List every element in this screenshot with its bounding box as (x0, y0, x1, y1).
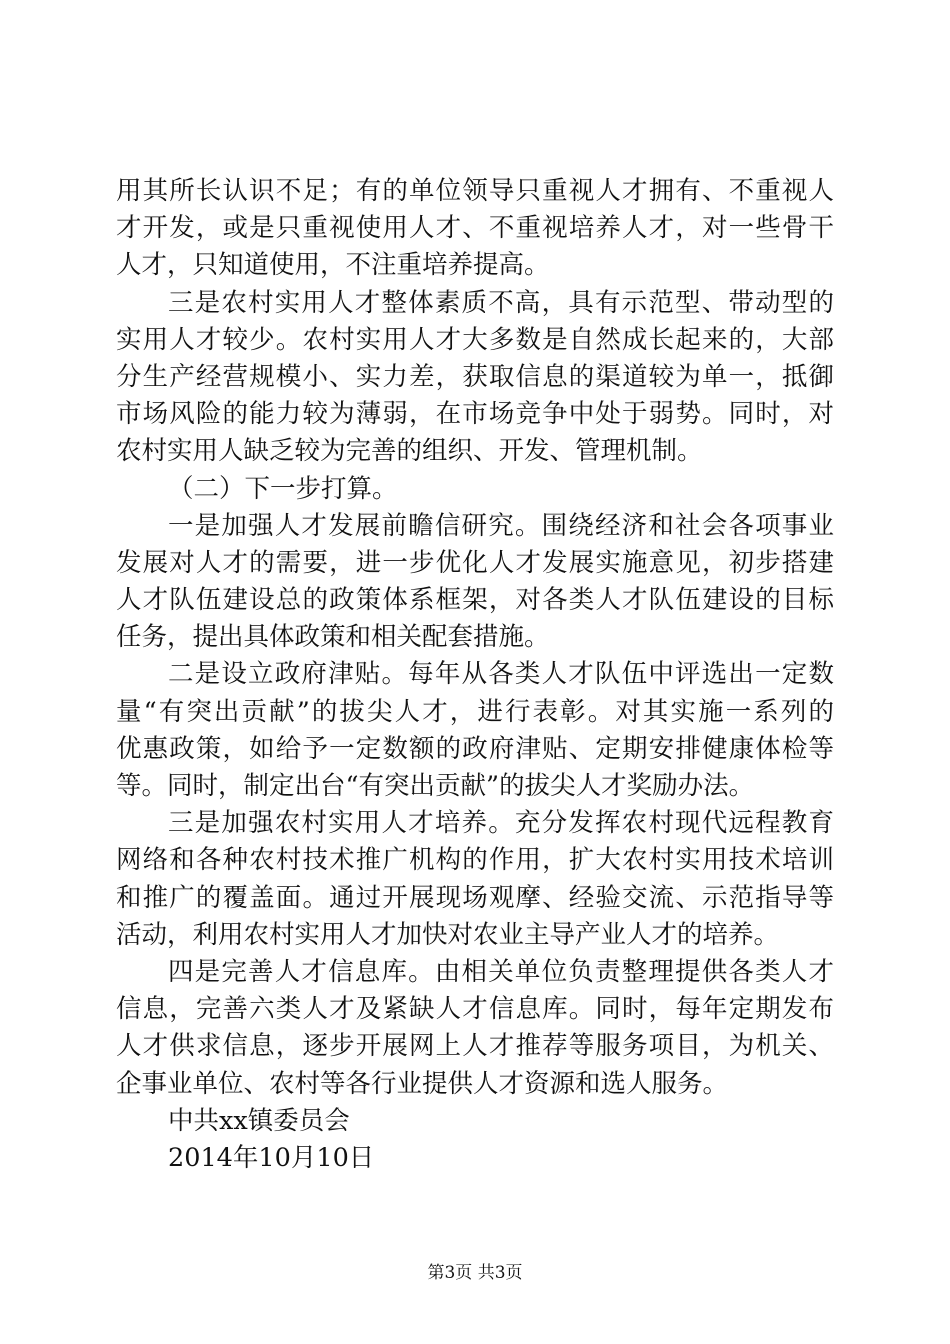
text-line: 发展对人才的需要，进一步优化人才发展实施意见，初步搭建 (116, 547, 834, 578)
text-line: 四是完善人才信息库。由相关单位负责整理提供各类人才 (168, 956, 834, 987)
text-line: 三是加强农村实用人才培养。充分发挥农村现代远程教育 (168, 808, 834, 839)
text-line: 人才供求信息，逐步开展网上人才推荐等服务项目，为机关、 (116, 1031, 834, 1062)
text-line: 实用人才较少。农村实用人才大多数是自然成长起来的，大部 (116, 324, 834, 355)
text-line: 人才队伍建设总的政策体系框架，对各类人才队伍建设的目标 (116, 585, 834, 616)
text-line: 企事业单位、农村等各行业提供人才资源和选人服务。 (116, 1068, 729, 1099)
page-number-footer: 第3页 共3页 (427, 1263, 523, 1283)
text-line: 和推广的覆盖面。通过开展现场观摩、经验交流、示范指导等 (116, 882, 834, 913)
text-line: 农村实用人缺乏较为完善的组织、开发、管理机制。 (116, 436, 703, 467)
text-line: 市场风险的能力较为薄弱，在市场竞争中处于弱势。同时，对 (116, 399, 834, 430)
text-line: （二）下一步打算。 (168, 473, 398, 504)
text-line: 二是设立政府津贴。每年从各类人才队伍中评选出一定数 (168, 659, 834, 690)
signature-date: 2014年10月10日 (168, 1142, 375, 1173)
text-line: 信息，完善六类人才及紧缺人才信息库。同时，每年定期发布 (116, 994, 834, 1025)
text-line: 优惠政策，如给予一定数额的政府津贴、定期安排健康体检等 (116, 733, 834, 764)
text-line: 分生产经营规模小、实力差，获取信息的渠道较为单一，抵御 (116, 361, 834, 392)
text-line: 活动，利用农村实用人才加快对农业主导产业人才的培养。 (116, 919, 780, 950)
text-line: 量“有突出贡献”的拔尖人才，进行表彰。对其实施一系列的 (116, 696, 834, 727)
text-line: 网络和各种农村技术推广机构的作用，扩大农村实用技术培训 (116, 845, 834, 876)
text-line: 任务，提出具体政策和相关配套措施。 (116, 622, 550, 653)
text-line: 用其所长认识不足；有的单位领导只重视人才拥有、不重视人 (116, 176, 834, 206)
text-line: 三是农村实用人才整体素质不高，具有示范型、带动型的 (168, 287, 834, 318)
document-body (116, 173, 834, 1177)
text-line: 一是加强人才发展前瞻信研究。围绕经济和社会各项事业 (168, 510, 834, 541)
text-line: 等。同时，制定出台“有突出贡献”的拔尖人才奖励办法。 (116, 771, 755, 801)
text-line: 人才，只知道使用，不注重培养提高。 (116, 250, 550, 281)
signature-organization: 中共xx镇委员会 (168, 1105, 350, 1136)
body-text (116, 173, 834, 1103)
text-line: 才开发，或是只重视使用人才、不重视培养人才，对一些骨干 (116, 213, 834, 244)
